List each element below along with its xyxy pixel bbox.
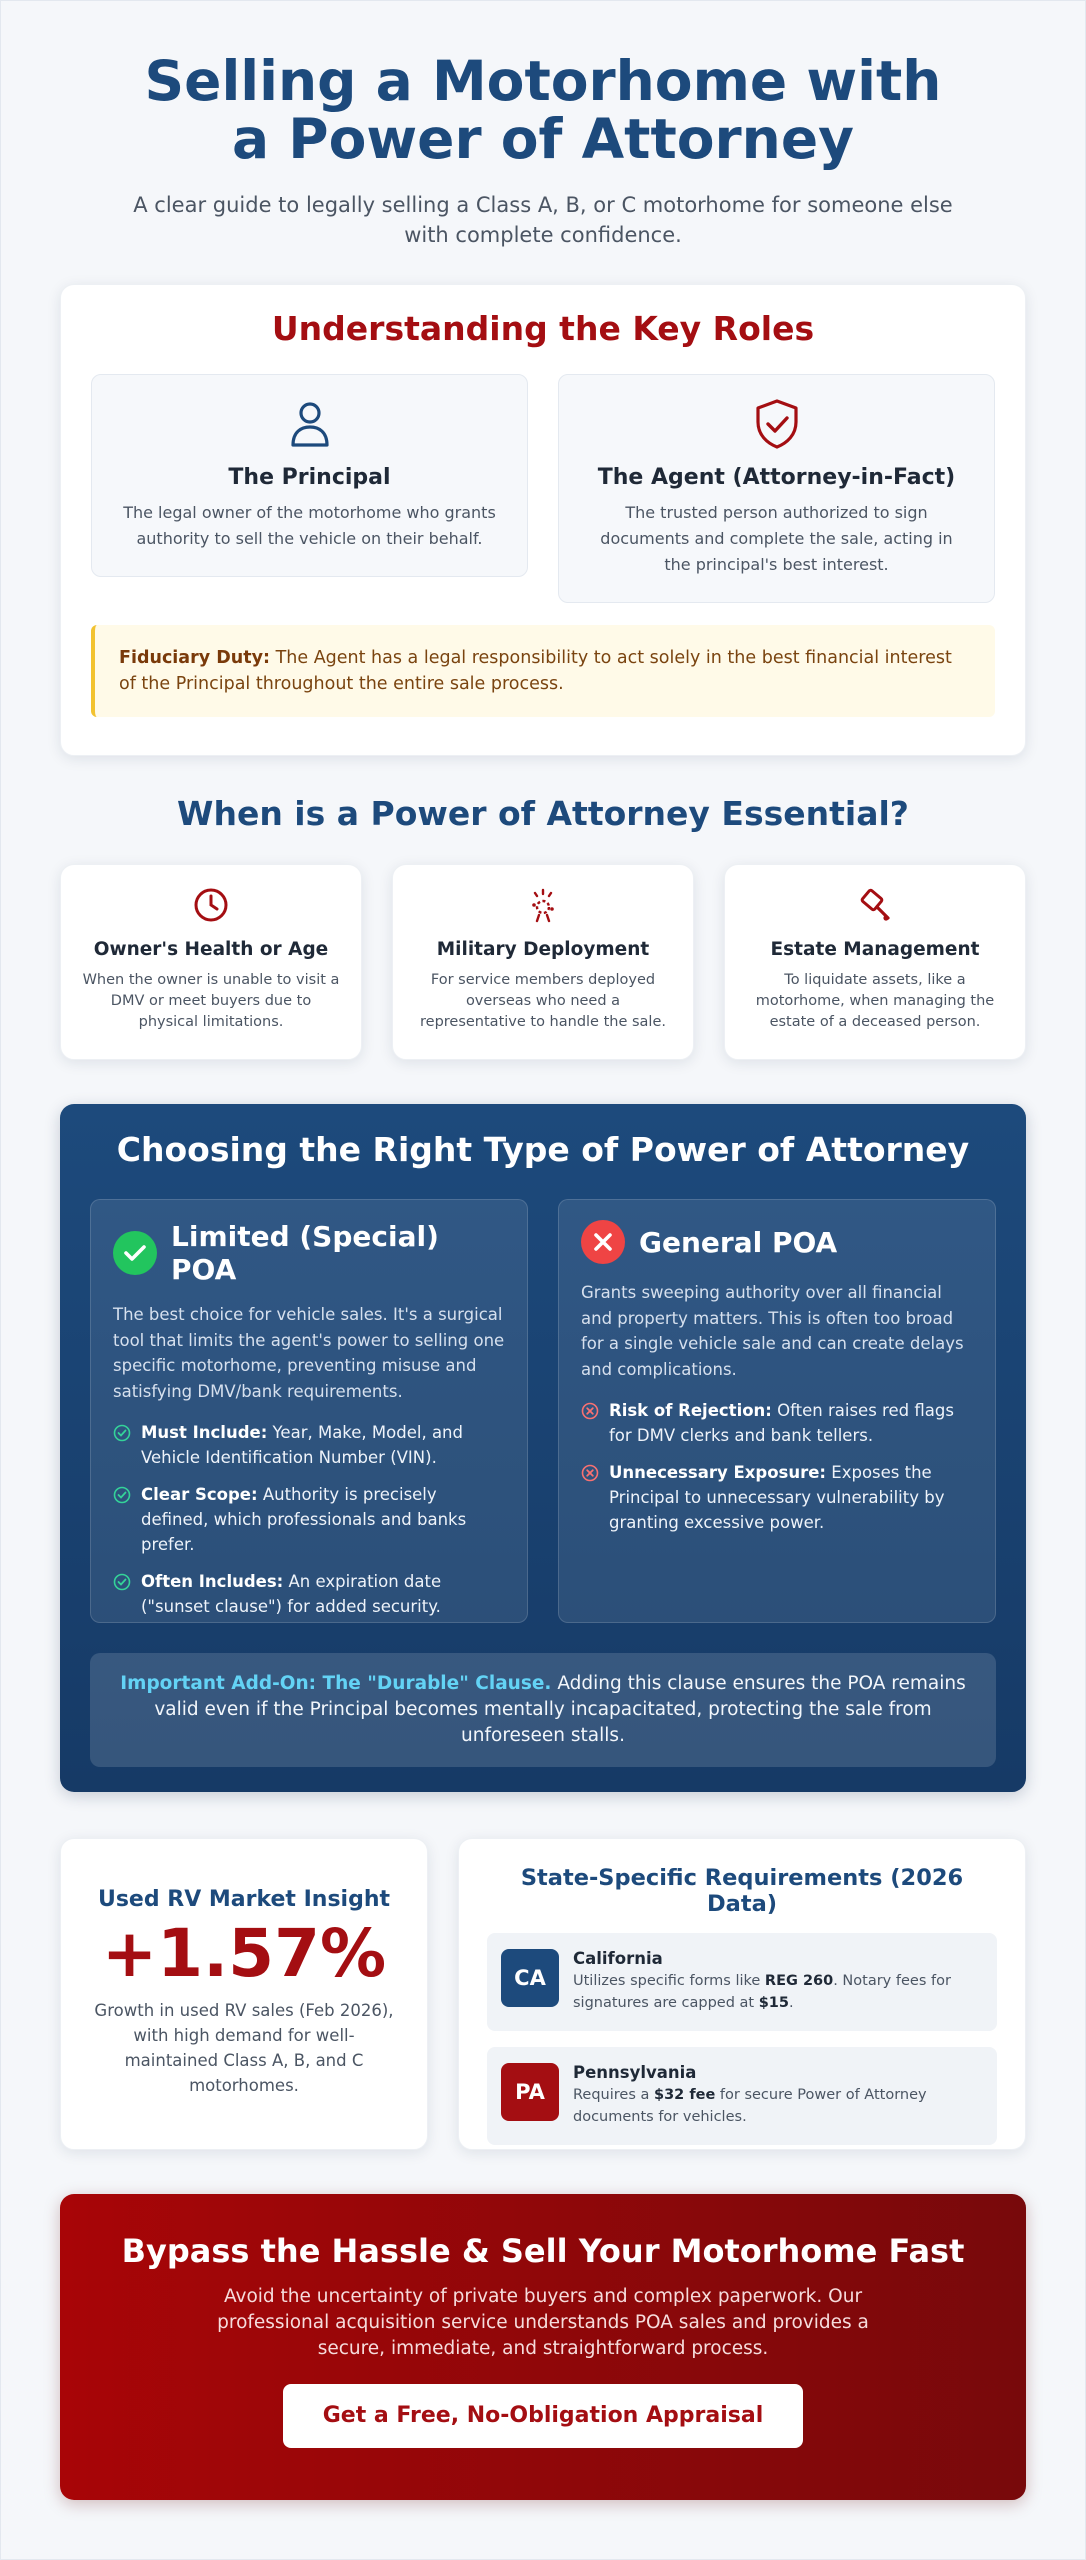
state-requirements-card [458, 1838, 1026, 2150]
list-item [113, 1420, 505, 1470]
point-text: Exposes the Principal to unnecessary vulnerability by granting excessive power. [609, 1463, 945, 1532]
agent-title: The Agent (Attorney-in-Fact) [597, 465, 956, 490]
state-name: Pennsylvania [573, 2063, 697, 2082]
state-row-california [487, 1933, 997, 2031]
state-name: California [573, 1949, 663, 1968]
insight-row [60, 1838, 1026, 2150]
essential-card-health [60, 864, 362, 1060]
point-text: An expiration date ("sunset clause") for added security. [141, 1572, 442, 1616]
cta-section [60, 2194, 1026, 2500]
clock-icon [191, 885, 231, 925]
state-detail-text: for secure Power of Attorney documents for vehicles. [573, 2087, 927, 2125]
check-small-icon [113, 1486, 131, 1504]
state-detail-bold: $32 fee [654, 2087, 716, 2103]
limited-poa-desc: The best choice for vehicle sales. It's a surgical tool that limits the agent's power to selling one specific motorhome, preventing misuse and satisfying DMV/bank requirements. [113, 1305, 505, 1401]
check-small-icon [113, 1424, 131, 1442]
essential-text-health: When the owner is unable to visit a DMV or meet buyers due to physical limitations. [82, 972, 340, 1030]
limited-poa-title: Limited (Special) POA [171, 1220, 439, 1286]
market-insight-card [60, 1838, 428, 2150]
point-text: Year, Make, Model, and Vehicle Identification Number (VIN). [141, 1423, 463, 1467]
state-detail [573, 1970, 983, 2014]
essential-title-estate: Estate Management [770, 939, 980, 960]
state-detail-text: . Notary fees for signatures are capped at [573, 1973, 951, 2011]
list-item [113, 1482, 505, 1557]
page-title: Selling a Motorhome with a Power of Attorney [144, 49, 942, 171]
point-label: Must Include: [141, 1423, 268, 1442]
point-label: Clear Scope: [141, 1485, 258, 1504]
fiduciary-duty-text: The Agent has a legal responsibility to act solely in the best financial interest of the Principal throughout the entire sale process. [119, 648, 952, 694]
point-label: Often Includes: [141, 1572, 284, 1591]
fiduciary-duty-callout [91, 625, 995, 717]
essential-text-military: For service members deployed overseas who need a representative to handle the sale. [420, 972, 666, 1030]
check-circle-icon [113, 1231, 157, 1275]
state-detail [573, 2084, 983, 2128]
durable-clause-label: Important Add-On: The "Durable" Clause. [120, 1673, 552, 1694]
market-growth-value: +1.57% [101, 1915, 387, 1992]
essential-title-health: Owner's Health or Age [93, 939, 329, 960]
point-text: Authority is precisely defined, which professionals and banks prefer. [141, 1485, 467, 1554]
point-text: Often raises red flags for DMV clerks and bank tellers. [609, 1401, 954, 1445]
x-small-icon [581, 1464, 599, 1482]
person-icon [283, 397, 337, 451]
general-poa-list [581, 1398, 973, 1535]
state-badge: PA [501, 2063, 559, 2121]
gavel-icon [855, 885, 895, 925]
general-poa-desc: Grants sweeping authority over all financial and property matters. This is often too broad for a single vehicle sale and can create delays and complications. [581, 1283, 964, 1379]
poa-types-section [60, 1104, 1026, 1792]
list-item [581, 1460, 973, 1535]
x-circle-icon [581, 1220, 625, 1264]
cta-title: Bypass the Hassle & Sell Your Motorhome Fast [121, 2232, 965, 2270]
essential-title-military: Military Deployment [436, 939, 650, 960]
page-header [60, 49, 1026, 250]
medal-icon [523, 885, 563, 925]
cta-text: Avoid the uncertainty of private buyers and complex paperwork. Our professional acquisition service understands POA sales and provides a secure, immediate, and straightforward process. [217, 2286, 869, 2359]
general-poa-title: General POA [639, 1225, 838, 1259]
fiduciary-duty-label: Fiduciary Duty: [119, 648, 271, 668]
limited-poa-card [90, 1199, 528, 1623]
state-row-pennsylvania [487, 2047, 997, 2145]
principal-card [91, 374, 528, 577]
shield-check-icon [750, 397, 804, 451]
point-label: Unnecessary Exposure: [609, 1463, 827, 1482]
essential-grid [60, 864, 1026, 1060]
state-badge: CA [501, 1949, 559, 2007]
market-insight-title: Used RV Market Insight [97, 1887, 391, 1912]
state-detail-text: . [789, 1995, 794, 2011]
essential-text-estate: To liquidate assets, like a motorhome, when managing the estate of a deceased person. [755, 972, 995, 1030]
list-item [581, 1398, 973, 1448]
principal-title: The Principal [228, 465, 391, 490]
x-small-icon [581, 1402, 599, 1420]
essential-card-military [392, 864, 694, 1060]
state-detail-bold: REG 260 [764, 1973, 834, 1989]
key-roles-section [60, 284, 1026, 756]
state-detail-bold: $15 [758, 1995, 789, 2011]
general-poa-card [558, 1199, 996, 1623]
market-insight-text: Growth in used RV sales (Feb 2026), with high demand for well-maintained Class A, B, and C motorhomes. [94, 2001, 394, 2095]
agent-card [558, 374, 995, 603]
essential-card-estate [724, 864, 1026, 1060]
list-item [113, 1569, 505, 1619]
page-subtitle: A clear guide to legally selling a Class A, B, or C motorhome for someone else with complete confidence. [133, 193, 953, 247]
agent-text: The trusted person authorized to sign documents and complete the sale, acting in the principal's best interest. [600, 503, 953, 574]
key-roles-title: Understanding the Key Roles [271, 309, 815, 348]
poa-types-title: Choosing the Right Type of Power of Attorney [116, 1130, 970, 1169]
state-requirements-title: State-Specific Requirements (2026 Data) [520, 1865, 964, 1917]
point-label: Risk of Rejection: [609, 1401, 772, 1420]
principal-text: The legal owner of the motorhome who grants authority to sell the vehicle on their behalf. [123, 503, 496, 548]
check-small-icon [113, 1573, 131, 1591]
durable-clause-callout [90, 1653, 996, 1767]
essential-title: When is a Power of Attorney Essential? [177, 794, 909, 833]
state-detail-text: Requires a [573, 2087, 654, 2103]
free-appraisal-button[interactable]: Get a Free, No-Obligation Appraisal [283, 2384, 803, 2448]
state-detail-text: Utilizes specific forms like [573, 1973, 765, 1989]
limited-poa-list [113, 1420, 505, 1619]
durable-clause-text: Adding this clause ensures the POA remains valid even if the Principal becomes mentally incapacitated, protecting the sale from unforeseen stalls. [154, 1673, 966, 1746]
